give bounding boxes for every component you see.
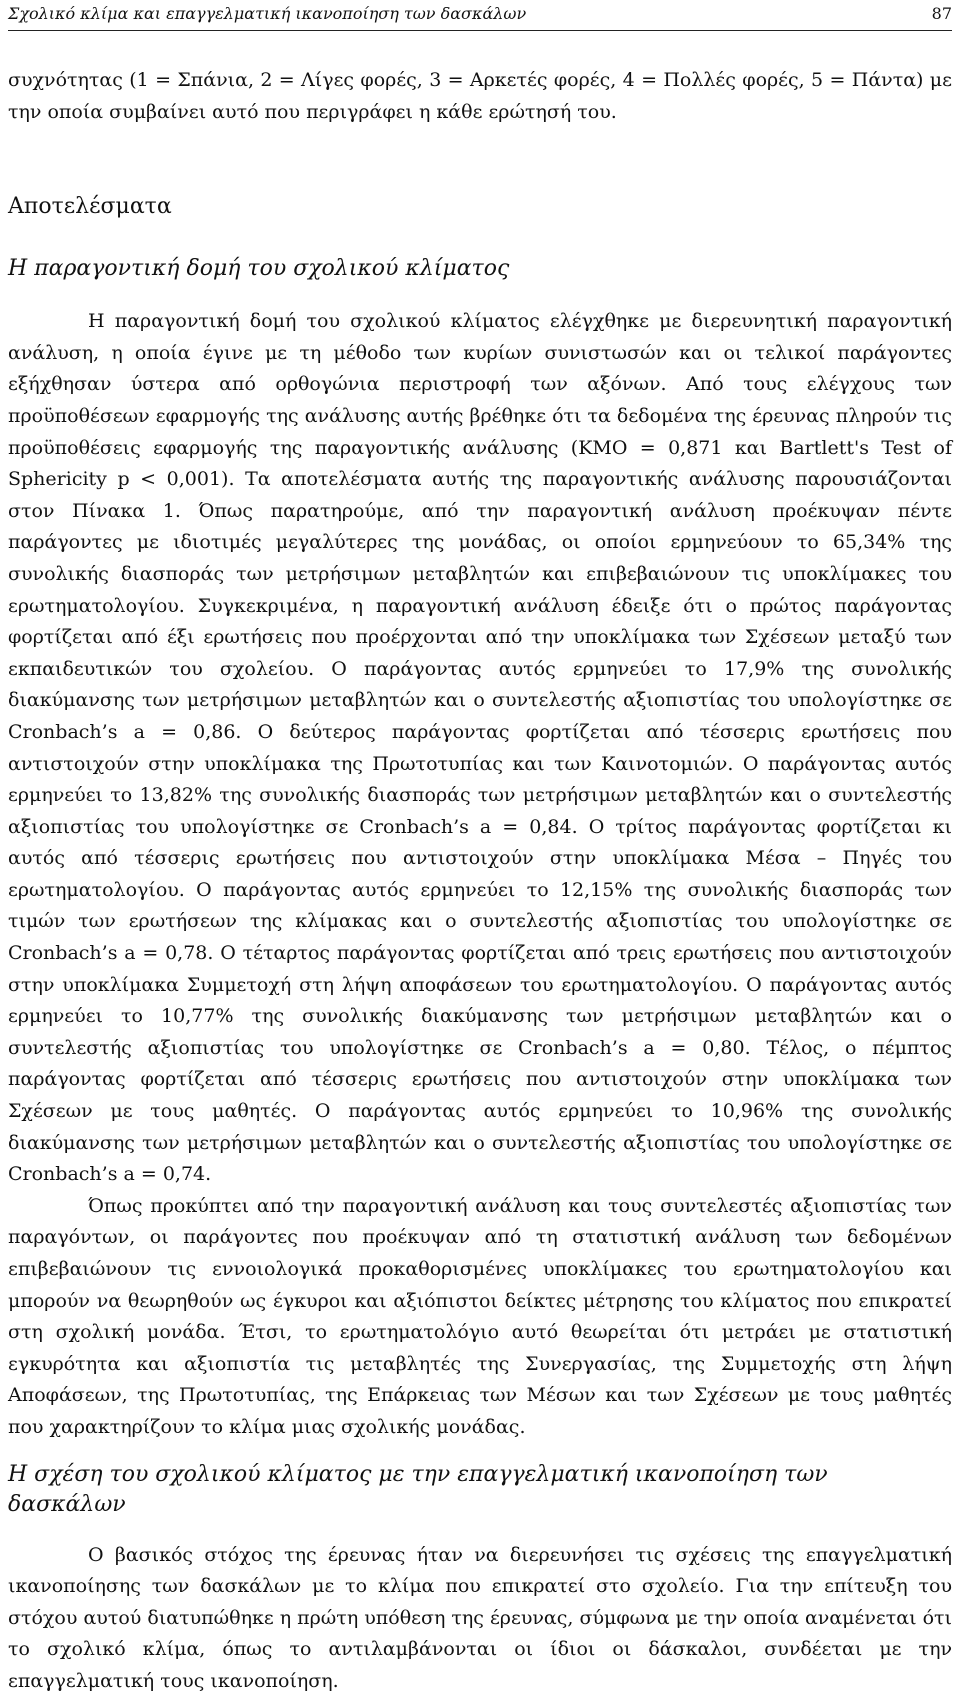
- running-header: [8, 0, 952, 31]
- results-heading: Αποτελέσματα: [8, 194, 172, 220]
- relation-heading: Η σχέση του σχολικού κλίματος με την επαγγελματική ικανοποίηση των δασκάλων: [8, 1461, 828, 1517]
- page-number: 87: [931, 4, 952, 23]
- running-title: Σχολικό κλίμα και επαγγελματική ικανοποίηση των δασκάλων: [8, 4, 527, 23]
- intro-paragraph: συχνότητας (1 = Σπάνια, 2 = Λίγες φορές, 3 = Αρκετές φορές, 4 = Πολλές φορές, 5 = Πάντα) με την οποία συμβαίνει αυτό που περιγράφει η κάθε ερώτησή του.: [8, 69, 952, 123]
- relation-paragraph-1: Ο βασικός στόχος της έρευνας ήταν να διερευνήσει τις σχέσεις της επαγγελματική ικανοποίησης των δασκάλων με το κλίμα που επικρατεί στο σχολείο. Για την επίτευξη του στόχου αυτού διατυπώθηκε η πρώτη υπόθεση της έρευνας, σύμφωνα με την οποία αναμένεται ότι το σχολικό κλίμα, όπως το αντιλαμβάνονται οι ίδιοι οι δάσκαλοι, συνδέεται με την επαγγελματική τους ικανοποίηση.: [8, 1543, 952, 1692]
- factor-structure-paragraph-2: Όπως προκύπτει από την παραγοντική ανάλυση και τους συντελεστές αξιοπιστίας των παραγόντων, οι παράγοντες που προέκυψαν από τη στατιστική ανάλυση των δεδομένων επιβεβαιώνουν τις εννοιολογικά προκαθορισμένες υποκλίμακες του ερωτηματολογίου και μπορούν να θεωρηθούν ως έγκυροι και αξιόπιστοι δείκτες μέτρησης του κλίματος που επικρατεί στη σχολική μονάδα. Έτσι, το ερωτηματολόγιο αυτό θεωρείται ότι μετράει με στατιστική εγκυρότητα και αξιοπιστία τις μεταβλητές της Συνεργασίας, της Συμμετοχής στη λήψη Αποφάσεων, της Πρωτοτυπίας, της Επάρκειας των Μέσων και των Σχέσεων με τους μαθητές που χαρακτηρίζουν το κλίμα μιας σχολικής μονάδας.: [8, 1194, 952, 1438]
- factor-structure-heading: Η παραγοντική δομή του σχολικού κλίματος: [8, 256, 510, 282]
- factor-structure-paragraph-1: Η παραγοντική δομή του σχολικού κλίματος ελέγχθηκε με διερευνητική παραγοντική ανάλυση, η οποία έγινε με τη μέθοδο των κυρίων συνιστωσών και οι τελικοί παράγοντες εξήχθησαν ύστερα από ορθογώνια περιστροφή των αξόνων. Από τους ελέγχους των προϋποθέσεων εφαρμογής της ανάλυσης αυτής βρέθηκε ότι τα δεδομένα της έρευνας πληρούν τις προϋποθέσεις εφαρμογής της παραγοντικής ανάλυσης (ΚΜΟ = 0,871 και Bartlett's Test of Sphericity p < 0,001). Τα αποτελέσματα αυτής της παραγοντικής ανάλυσης παρουσιάζονται στον Πίνακα 1. Όπως παρατηρούμε, από την παραγοντική ανάλυση προέκυψαν πέντε παράγοντες με ιδιοτιμές μεγαλύτερες της μονάδας, οι οποίοι ερμηνεύουν το 65,34% της συνολικής διασποράς των μετρήσιμων μεταβλητών και επιβεβαιώνουν τις υποκλίμακες του ερωτηματολογίου. Συγκεκριμένα, η παραγοντική ανάλυση έδειξε ότι ο πρώτος παράγοντας φορτίζεται από έξι ερωτήσεις που προέρχονται από την υποκλίμακα των Σχέσεων μεταξύ των εκπαιδευτικών του σχολείου. Ο παράγοντας αυτός ερμηνεύει το 17,9% της συνολικής διακύμανσης των μετρήσιμων μεταβλητών και ο συντελεστής αξιοπιστίας του υπολογίστηκε σε Cronbach’s a = 0,86. Ο δεύτερος παράγοντας φορτίζεται από τέσσερις ερωτήσεις που αντιστοιχούν στην υποκλίμακα της Πρωτοτυπίας και των Καινοτομιών. Ο παράγοντας αυτός ερμηνεύει το 13,82% της συνολικής διασποράς των μετρήσιμων μεταβλητών και ο συντελεστής αξιοπιστίας του υπολογίστηκε σε Cronbach’s a = 0,84. Ο τρίτος παράγοντας φορτίζεται κι αυτός από τέσσερις ερωτήσεις που αντιστοιχούν στην υποκλίμακα Μέσα – Πηγές του ερωτηματολογίου. Ο παράγοντας αυτός ερμηνεύει το 12,15% της συνολικής διασποράς των τιμών των ερωτήσεων της κλίμακας και ο συντελεστής αξιοπιστίας του υπολογίστηκε σε Cronbach’s a = 0,78. Ο τέταρτος παράγοντας φορτίζεται από τρεις ερωτήσεις που αντιστοιχούν στην υποκλίμακα Συμμετοχή στη λήψη αποφάσεων του ερωτηματολογίου. Ο παράγοντας αυτός ερμηνεύει το 10,77% της συνολικής διακύμανσης των μετρήσιμων μεταβλητών και ο συντελεστής αξιοπιστίας του υπολογίστηκε σε Cronbach’s a = 0,80. Τέλος, ο πέμπτος παράγοντας φορτίζεται από τέσσερις ερωτήσεις που αντιστοιχούν στην υποκλίμακα των Σχέσεων με τους μαθητές. Ο παράγοντας αυτός ερμηνεύει το 10,96% της συνολικής διακύμανσης των μετρήσιμων μεταβλητών και ο συντελεστής αξιοπιστίας του υπολογίστηκε σε Cronbach’s a = 0,74.: [8, 310, 952, 1186]
